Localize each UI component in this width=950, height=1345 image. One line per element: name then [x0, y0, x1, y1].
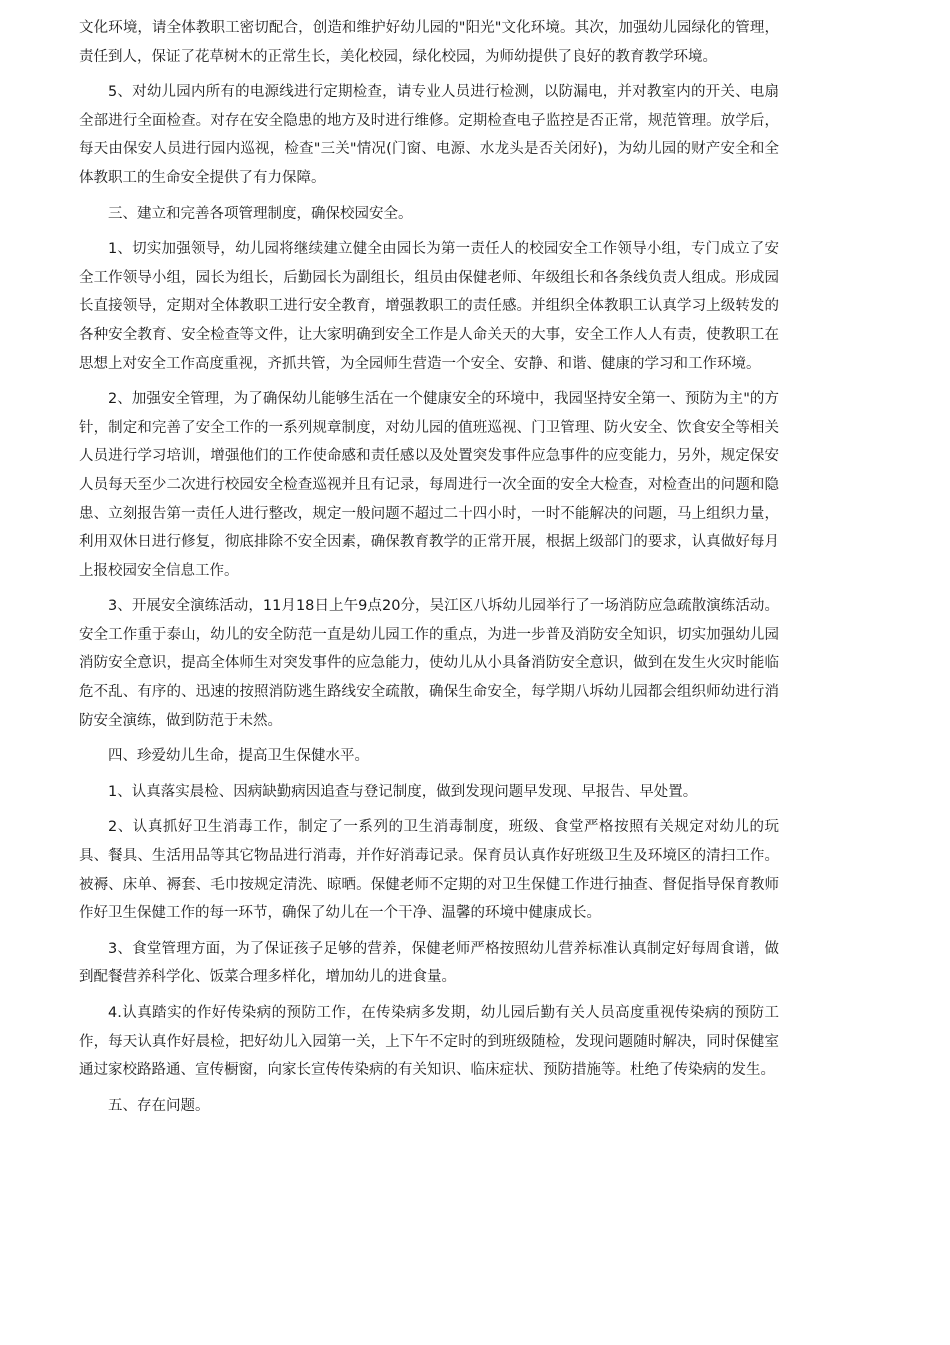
paragraph-fire-drill: 3、开展安全演练活动，11月18日上午9点20分，吴江区八坼幼儿园举行了一场消防应急疏散演练活动。安全工作重于泰山，幼儿的安全防范一直是幼儿园工作的重点，为进一步普及消防安全知识，切实加强幼儿园消防安全意识，提高全体师生对突发事件的应急能力，使幼儿从小具备消防安全意识，做到在发生火灾时能临危不乱、有序的、迅速的按照消防逃生路线安全疏散，确保生命安全，每学期八坼幼儿园都会组织师幼进行消防安全演练，做到防范于未然。 — [79, 598, 779, 729]
document-page — [79, 14, 779, 1127]
paragraph-electric-safety: 5、对幼儿园内所有的电源线进行定期检查，请专业人员进行检测，以防漏电，并对教室内的开关、电扇全部进行全面检查。对存在安全隐患的地方及时进行维修。定期检查电子监控是否正常，规范管理。放学后，每天由保安人员进行园内巡视，检查"三关"情况(门窗、电源、水龙头是否关闭好)，为幼儿园的财产安全和全体教职工的生命安全提供了有力保障。 — [79, 84, 779, 186]
section-heading-5: 五、存在问题。 — [108, 1097, 210, 1114]
paragraph-leadership: 1、切实加强领导，幼儿园将继续建立健全由园长为第一责任人的校园安全工作领导小组，专门成立了安全工作领导小组，园长为组长，后勤园长为副组长，组员由保健老师、年级组长和各条线负责人组成。形成园长直接领导，定期对全体教职工进行安全教育，增强教职工的责任感。并组织全体教职工认真学习上级转发的各种安全教育、安全检查等文件，让大家明确到安全工作是人命关天的大事，安全工作人人有责，使教职工在思想上对安全工作高度重视，齐抓共管，为全园师生营造一个安全、安静、和谐、健康的学习和工作环境。 — [79, 241, 779, 372]
paragraph-disease-prevention: 4.认真踏实的作好传染病的预防工作，在传染病多发期，幼儿园后勤有关人员高度重视传染病的预防工作，每天认真作好晨检，把好幼儿入园第一关，上下午不定时的到班级随检，发现问题随时解决，同时保健室通过家校路路通、宣传橱窗，向家长宣传传染病的有关知识、临床症状、预防措施等。杜绝了传染病的发生。 — [79, 1005, 779, 1079]
paragraph-morning-check: 1、认真落实晨检、因病缺勤病因追查与登记制度，做到发现问题早发现、早报告、早处置。 — [108, 783, 698, 800]
paragraph-canteen: 3、食堂管理方面，为了保证孩子足够的营养，保健老师严格按照幼儿营养标准认真制定好每周食谱，做到配餐营养科学化、饭菜合理多样化，增加幼儿的进食量。 — [79, 940, 779, 986]
paragraph-safety-management: 2、加强安全管理，为了确保幼儿能够生活在一个健康安全的环境中，我园坚持安全第一、预防为主"的方针，制定和完善了安全工作的一系列规章制度，对幼儿园的值班巡视、门卫管理、防火安全、饮食安全等相关人员进行学习培训，增强他们的工作使命感和责任感以及处置突发事件应急事件的应变能力，另外，规定保安人员每天至少二次进行校园安全检查巡视并且有记录，每周进行一次全面的安全大检查，对检查出的问题和隐患、立刻报告第一责任人进行整改，规定一般问题不超过二十四小时，一时不能解决的问题，马上组织力量，利用双休日进行修复，彻底排除不安全因素，确保教育教学的正常开展，根据上级部门的要求，认真做好每月上报校园安全信息工作。 — [79, 391, 779, 579]
paragraph-continuation: 文化环境，请全体教职工密切配合，创造和维护好幼儿园的"阳光"文化环境。其次，加强幼儿园绿化的管理，责任到人，保证了花草树木的正常生长，美化校园，绿化校园，为师幼提供了良好的教育教学环境。 — [79, 20, 779, 65]
section-heading-3: 三、建立和完善各项管理制度，确保校园安全。 — [108, 205, 413, 222]
paragraph-disinfection: 2、认真抓好卫生消毒工作，制定了一系列的卫生消毒制度，班级、食堂严格按照有关规定对幼儿的玩具、餐具、生活用品等其它物品进行消毒，并作好消毒记录。保育员认真作好班级卫生及环境区的清扫工作。被褥、床单、褥套、毛巾按规定清洗、晾晒。保健老师不定期的对卫生保健工作进行抽查、督促指导保育教师作好卫生保健工作的每一环节，确保了幼儿在一个干净、温馨的环境中健康成长。 — [79, 819, 779, 922]
section-heading-4: 四、珍爱幼儿生命，提高卫生保健水平。 — [108, 748, 369, 765]
